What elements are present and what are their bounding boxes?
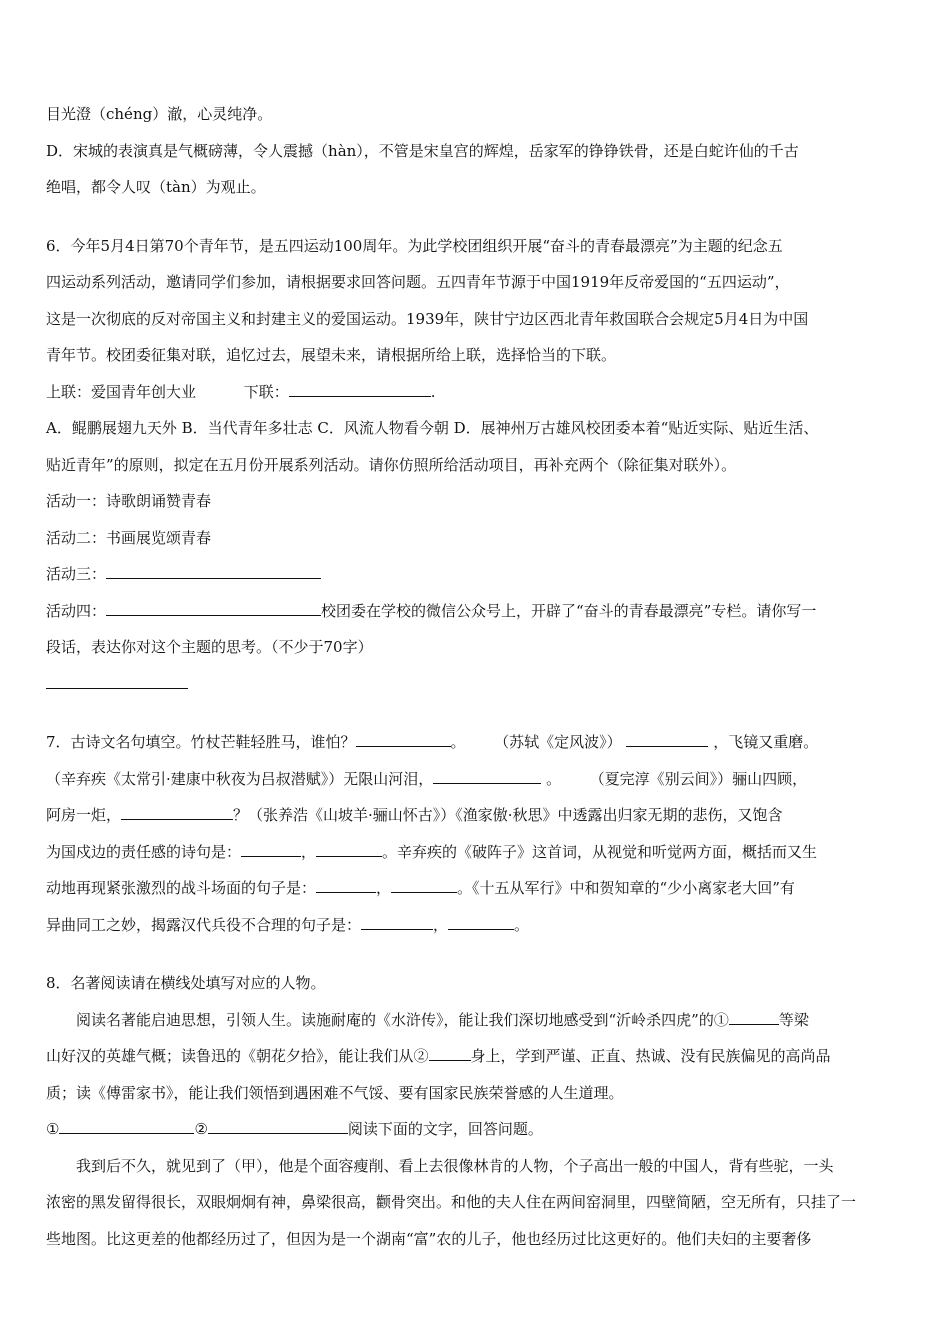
text-line: 四运动系列活动，邀请同学们参加，请根据要求回答问题。五四青年节源于中国1919年反帝爱国的“五四运动”， [46,273,790,291]
answer-blank[interactable] [106,564,321,579]
reading-line: 浓密的黑发留得很长，双眼炯炯有神，鼻梁很高，颧骨突出。和他的夫人住在两间窑洞里，四壁简陋，空无所有，只挂了一 [46,1193,857,1211]
reading-line: 些地图。比这更差的他都经历过了，但因为是一个湖南“富”农的儿子，他也经历过比这更好的。他们夫妇的主要奢侈 [46,1229,812,1248]
activity-1: 活动一：诗歌朗诵赞青春 [46,492,212,510]
answer-blank[interactable] [356,732,451,747]
question-6-line: 6．今年5月4日第70个青年节，是五四运动100周年。为此学校团组织开展“奋斗的青春最漂亮”为主题的纪念五 [46,236,783,255]
answer-blank[interactable] [106,601,321,616]
essay-blank-line [46,666,908,703]
exam-page [46,96,908,1257]
couplet-line: 上联：爱国青年创大业 下联： . [46,382,436,401]
text-line: 绝唱，都令人叹（tàn）为观止。 [46,178,266,196]
question-7-line: 7．古诗文名句填空。竹杖芒鞋轻胜马，谁怕？ 。 （苏轼《定风波》） ，飞镜又重磨。 [46,733,819,751]
text-line: 贴近青年”的原则，拟定在五月份开展系列活动。请你仿照所给活动项目，再补充两个（除征集对联外）。 [46,455,737,474]
couplet-upper: 上联：爱国青年创大业 [46,382,197,401]
answer-blank[interactable] [241,842,301,857]
question-8-title: 8．名著阅读请在横线处填写对应的人物。 [46,974,326,992]
answer-blank[interactable] [361,915,433,930]
answer-blank[interactable] [46,674,188,689]
text-line: 阅读名著能启迪思想，引领人生。读施耐庵的《水浒传》，能让我们深切地感受到“沂岭杀四虎”的① 等梁 [76,1010,809,1029]
answer-blank[interactable] [316,878,376,893]
reading-line: 我到后不久，就见到了（甲），他是个面容瘦削、看上去很像林肯的人物，个子高出一般的中国人，背有些驼，一头 [76,1156,834,1175]
text-line: 阿房一炬， ？（张养浩《山坡羊·骊山怀古》）《渔家傲·秋思》中透露出归家无期的悲伤，又饱含 [46,806,783,824]
activity-3-line: 活动三： [46,556,908,593]
options-line: A．鲲鹏展翅九天外 B．当代青年多壮志 C．风流人物看今朝 D．展神州万古雄风校团委本着“贴近实际、贴近生活、 [46,419,819,437]
activity-4-line: 活动四： 校团委在学校的微信公众号上，开辟了“奋斗的青春最漂亮”专栏。请你写一 [46,601,817,620]
text-line: 目光澄（chéng）澈，心灵纯净。 [46,105,273,123]
text-line: （辛弃疾《太常引·建康中秋夜为吕叔潜赋》）无限山河泪， 。 （夏完淳《别云间》）骊山四顾， [46,769,808,788]
text-line: 青年节。校团委征集对联，追忆过去，展望未来，请根据所给上联，选择恰当的下联。 [46,346,617,364]
answer-blank[interactable] [316,842,382,857]
couplet-lower-label: 下联： [243,382,289,401]
answer-blank[interactable] [448,915,514,930]
option-d-line: D．宋城的表演真是气概磅薄，令人震撼（hàn），不管是宋皇宫的辉煌，岳家军的铮铮铁骨，还是白蛇许仙的千古 [46,141,799,160]
answer-blank[interactable] [429,1046,471,1061]
text-line: 质；读《傅雷家书》，能让我们领悟到遇困难不气馁、要有国家民族荣誉感的人生道理。 [46,1083,624,1102]
answer-blank[interactable] [626,732,708,747]
text-line: 为国戍边的责任感的诗句是： ， 。辛弃疾的《破阵子》这首词，从视觉和听觉两方面，概括而又生 [46,842,818,861]
answer-blank[interactable] [729,1010,779,1025]
answer-line: ① ② 阅读下面的文字，回答问题。 [46,1120,543,1138]
text-line: 动地再现紧张激烈的战斗场面的句子是： ， 。《十五从军行》中和贺知章的“少小离家老大回”有 [46,879,795,897]
text-line: 这是一次彻底的反对帝国主义和封建主义的爱国运动。1939年，陕甘宁边区西北青年救国联合会规定5月4日为中国 [46,309,809,328]
activity-2: 活动二：书画展览颂青春 [46,528,212,547]
answer-blank[interactable] [208,1119,348,1134]
answer-blank[interactable] [59,1119,194,1134]
text-line: 山好汉的英雄气概；读鲁迅的《朝花夕拾》，能让我们从② 身上，学到严谨、正直、热诚、没有民族偏见的高尚品 [46,1047,831,1065]
text-line: 异曲同工之妙，揭露汉代兵役不合理的句子是： ， 。 [46,915,530,934]
answer-blank[interactable] [289,382,431,397]
answer-blank[interactable] [391,878,457,893]
text-line: 段话，表达你对这个主题的思考。（不少于70字） [46,638,373,656]
answer-blank[interactable] [433,769,541,784]
answer-blank[interactable] [121,805,233,820]
